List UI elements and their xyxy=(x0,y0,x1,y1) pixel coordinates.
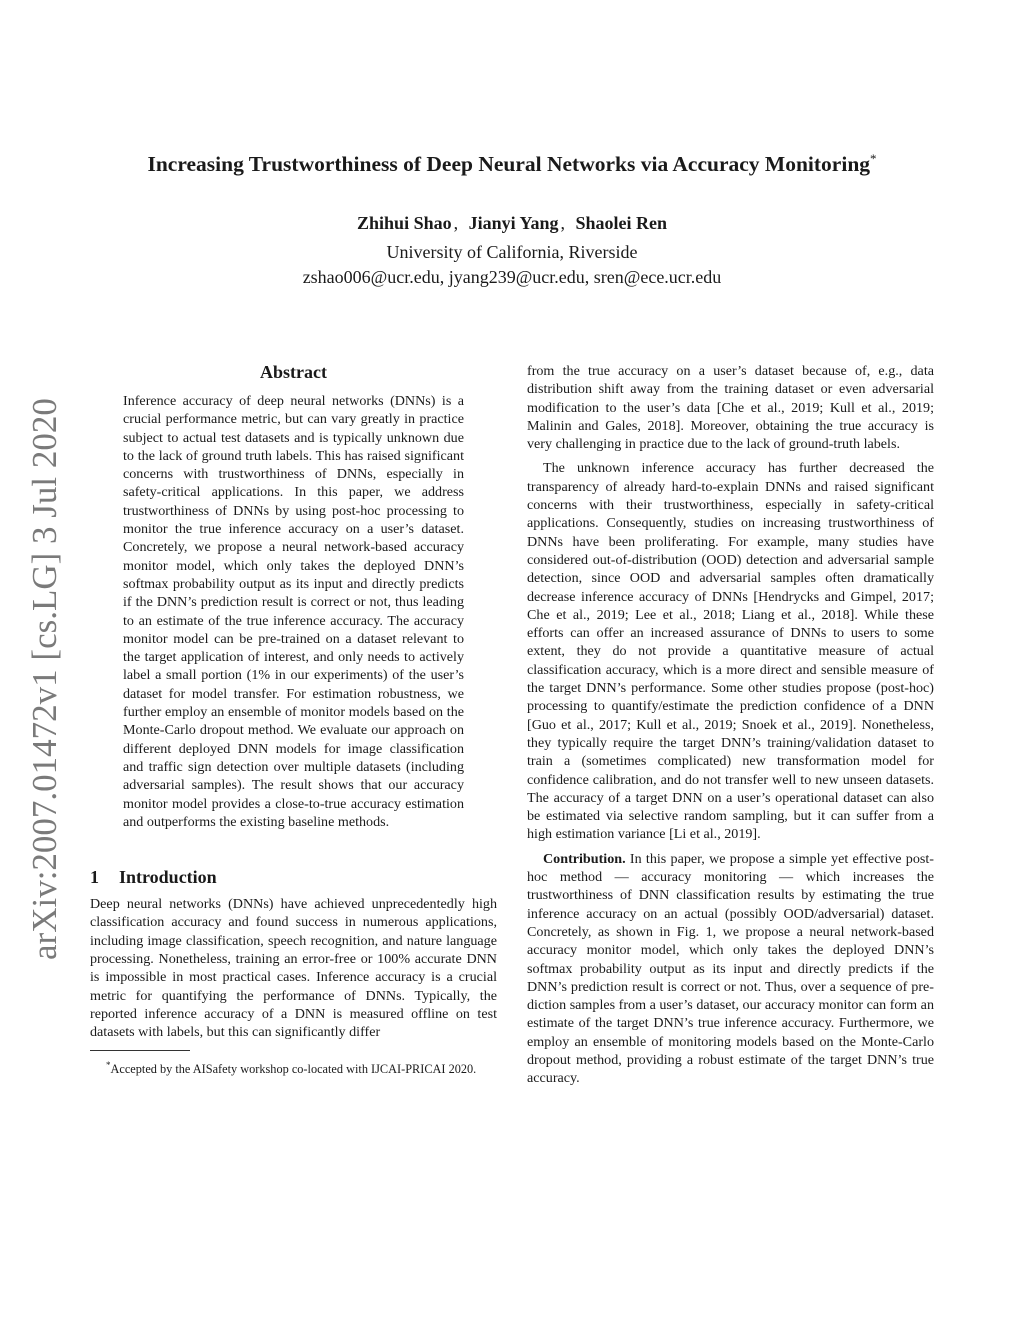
abstract-text: Inference accuracy of deep neural networks (DNNs) is a crucial performance metric, but can vary greatly in practice subject to actual test datasets and is typically unknown due to the lack of ground truth labels. This has raised significant concerns with trustworthiness of DNNs, especially in safety-critical applications. In this paper, we address trustworthiness of DNNs by using post-hoc processing to monitor the true inference accuracy on a user’s dataset. Concretely, we propose a neural network-based accuracy monitor model, which only takes the deployed DNN’s softmax probability output as its input and directly predicts if the DNN’s prediction result is correct or not, thus leading to an estimate of the true inference accuracy. The accuracy monitor model can be pre-trained on a dataset relevant to the target application of interest, and only needs to actively label a small portion (1% in our experiments) of the user’s dataset for model transfer. For estimation robustness, we further employ an ensemble of monitor models based on the Monte-Carlo dropout method. We evaluate our approach on different deployed DNN models for image classification and traffic sign detection over multiple datasets (including adversarial samples). The result shows that our accuracy monitor model provides a close-to-true accuracy estimation and outperforms the existing baseline methods. xyxy=(123,393,464,830)
right-column xyxy=(527,362,934,1088)
section-title: Introduction xyxy=(119,867,217,888)
contribution-label: Contribution. xyxy=(543,850,626,867)
left-column xyxy=(90,360,497,1077)
section-heading-introduction xyxy=(90,865,497,889)
footnote-rule xyxy=(90,1050,190,1051)
title-footnote-mark: * xyxy=(870,151,877,166)
author-separator: , xyxy=(560,213,565,233)
intro-paragraph-2: The unknown inference accuracy has further decreased the transparency of already hard-to-explain DNNs and raised significant concerns with their trustworthiness, especially in safety-critical applications. Consequently, studies on increasing trustworthiness of DNNs have been proliferating. For example, many studies have considered out-of-distribution (OOD) detection and adversarial sample detection, since OOD and adversarial samples often dramatically decrease inference accuracy of DNNs [Hendrycks and Gimpel, 2017; Che et al., 2019; Lee et al., 2018; Liang et al., 2018]. While these efforts can offer an increased assurance of DNNs to users to some extent, they do not provide a quantitative measure of actual classification accuracy, which is a more direct and sensible measure of the target DNN’s performance. Some other studies propose (post-hoc) processing to quantify/estimate the prediction confidence of a DNN [Guo et al., 2017; Kull et al., 2019; Snoek et al., 2019]. Nonetheless, they typically require the target DNN’s training/validation dataset to train a (sometimes complicated) new transformation model for confidence calibration, and do not transfer well to new unseen datasets. The accuracy of a target DNN on a user’s operational dataset can also be estimated via selective random sampling, but it can suffer from a high estimation variance [Li et al., 2019]. xyxy=(527,460,934,843)
intro-paragraph-1: Deep neural networks (DNNs) have achieved unprecedentedly high classification accuracy and found success in numerous applications, including image classification, speech recognition, and nature language processing. Nonetheless, training an error-free or 100% accurate DNN is impossible in most practical cases. Inference accuracy is a crucial metric for quantifying the performance of DNNs. Typically, the reported inference accuracy of a DNN is measured offline on test datasets with labels, but this can significantly differ xyxy=(90,896,497,1041)
abstract-heading: Abstract xyxy=(260,362,327,382)
author-name: Zhihui Shao xyxy=(357,213,452,233)
footnote-text: Accepted by the AISafety workshop co-located with IJCAI-PRICAI 2020. xyxy=(110,1061,477,1076)
author-name: Jianyi Yang xyxy=(468,213,559,233)
footnote-mark: * xyxy=(106,1059,111,1070)
title-text: Increasing Trustworthiness of Deep Neural Networks via Accuracy Monitoring xyxy=(147,152,871,176)
author-name: Shaolei Ren xyxy=(575,213,667,233)
author-separator: , xyxy=(453,213,459,233)
footnote xyxy=(90,1057,497,1077)
author-emails: zshao006@ucr.edu, jyang239@ucr.edu, sren@ece.ucr.edu xyxy=(302,267,722,287)
paper-title xyxy=(60,145,964,178)
author-list xyxy=(60,211,964,235)
section-number: 1 xyxy=(90,867,99,888)
contribution-text: In this paper, we propose a simple yet effective post-hoc method — accuracy monitoring — which increases the trustworthiness of DNN classification results by estimating the true inference accuracy on an actual (possibly OOD/adversarial) dataset. Concretely, as shown in Fig. 1, we propose a neural network-based accuracy monitor model, which only takes the deployed DNN’s softmax probability output as its input and directly predicts if the DNN’s prediction result is correct or not. Thus, over a sequence of prediction samples from a user’s dataset, our accuracy monitor can form an estimate of the target DNN’s true inference accuracy. Furthermore, we employ an ensemble of monitoring models based on the Monte-Carlo dropout method, providing a robust estimate of the target DNN’s true accuracy. xyxy=(527,850,934,1087)
arxiv-stamp: arXiv:2007.01472v1 [cs.LG] 3 Jul 2020 xyxy=(25,398,64,960)
contribution-paragraph xyxy=(527,850,934,1088)
affiliation: University of California, Riverside xyxy=(386,242,638,262)
intro-paragraph-1-continued: from the true accuracy on a user’s dataset because of, e.g., data distribution shift away from the training dataset or even adversarial modification to the user’s data [Che et al., 2019; Kull et al., 2019; Malinin and Gales, 2018]. Moreover, obtaining the true accuracy is very challenging in practice due to the lack of ground-truth labels. xyxy=(527,363,934,453)
